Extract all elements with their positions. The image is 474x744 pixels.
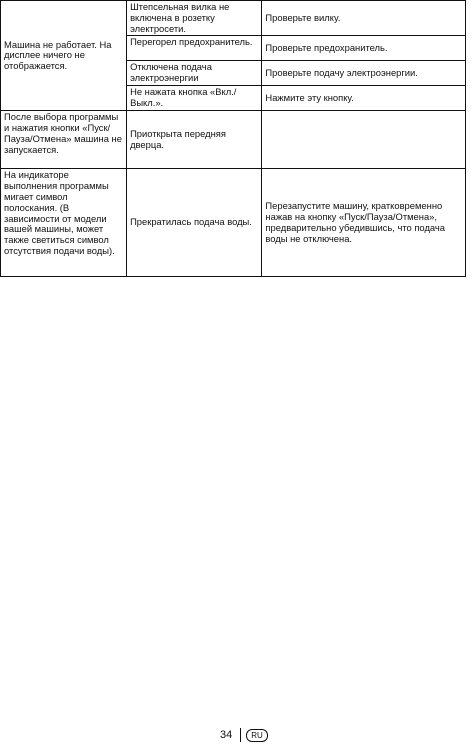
action-cell: Проверьте вилку. — [262, 1, 466, 36]
page-number: 34 — [220, 729, 233, 741]
cause-cell: Прекратилась подача воды. — [127, 169, 262, 277]
table-row — [1, 169, 466, 277]
cause-cell: Штепсельная вилка не включена в розетку электросети. — [127, 1, 262, 36]
action-cell: Нажмите эту кнопку. — [262, 86, 466, 111]
action-cell: Перезапустите машину, кратковременно нажав на кнопку «Пуск/Пауза/Отмена», предварительно убедившись, что подача воды не отключена. — [262, 169, 466, 277]
action-cell — [262, 111, 466, 169]
cause-cell: Перегорел предохранитель. — [127, 36, 262, 61]
table-row — [1, 1, 466, 36]
troubleshooting-table — [0, 0, 466, 277]
action-cell: Проверьте подачу электроэнергии. — [262, 61, 466, 86]
problem-cell: После выбора программы и нажатия кнопки «Пуск/Пауза/Отмена» машина не запускается. — [1, 111, 127, 169]
footer-divider — [240, 728, 241, 742]
problem-cell: Машина не работает. На дисплее ничего не отображается. — [1, 1, 127, 111]
action-cell: Проверьте предохранитель. — [262, 36, 466, 61]
language-badge: RU — [246, 729, 268, 742]
table-row — [1, 111, 466, 169]
cause-cell: Не нажата кнопка «Вкл./Выкл.». — [127, 86, 262, 111]
cause-cell: Отключена подача электроэнергии — [127, 61, 262, 86]
page-footer — [0, 728, 474, 742]
problem-cell: На индикаторе выполнения программы мигает символ полоскания. (В зависимости от модели вашей машины, может также светиться символ отсутствия подачи воды). — [1, 169, 127, 277]
cause-cell: Приоткрыта передняя дверца. — [127, 111, 262, 169]
